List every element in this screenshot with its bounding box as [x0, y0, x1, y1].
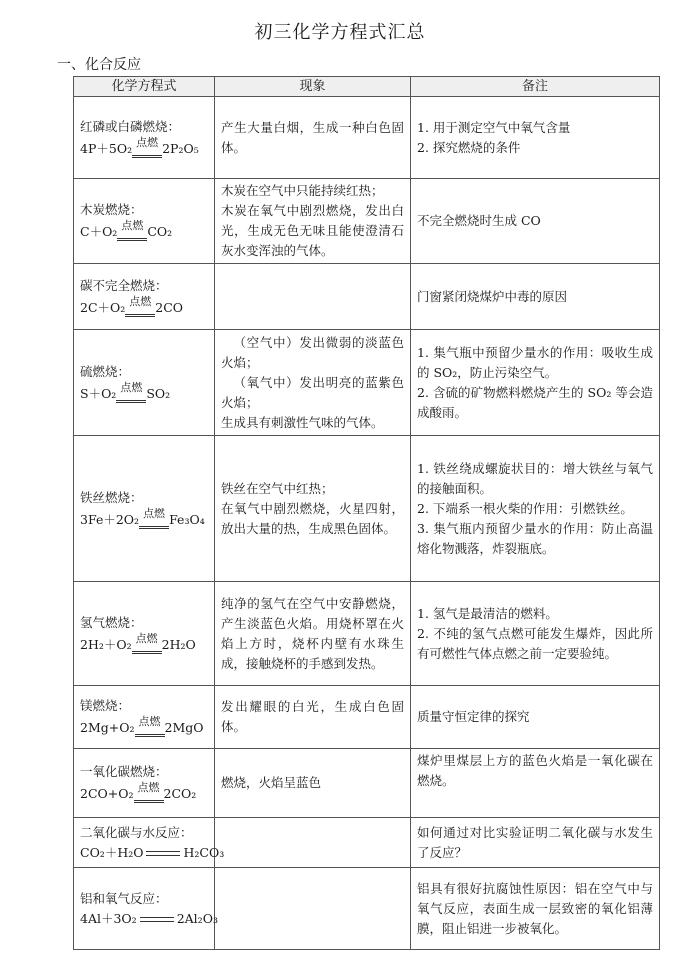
- note-text: 1. 集气瓶中预留少量水的作用：吸收生成的 SO₂，防止污染空气。: [417, 344, 653, 380]
- phenomenon-text: 产生大量白烟，生成一种白色固体。: [221, 119, 404, 155]
- equation-cell: [74, 868, 218, 950]
- note-text: 2. 探究燃烧的条件: [417, 139, 521, 155]
- products: 2Al₂O₃: [176, 910, 218, 926]
- equation: [80, 909, 218, 929]
- note-cell: [411, 582, 660, 686]
- products: H₂CO₃: [183, 844, 225, 860]
- table-row: [74, 330, 660, 436]
- phenomenon-text: （空气中）发出微弱的淡蓝色火焰；: [221, 334, 404, 370]
- equation: [80, 380, 208, 404]
- note-text: 煤炉里煤层上方的蓝色火焰是一氧化碳在燃烧。: [417, 753, 653, 788]
- condition-word: 点燃: [138, 715, 161, 728]
- note-text: 1. 铁丝绕成螺旋状目的：增大铁丝与氧气的接触面积。: [417, 460, 653, 496]
- products: 2MgO: [164, 720, 204, 735]
- reaction-name: 氢气燃烧：: [80, 614, 143, 630]
- phenomenon-cell: [215, 818, 411, 868]
- note-cell: [411, 330, 660, 436]
- phenomenon-cell: [215, 264, 411, 330]
- reactants: 2Mg+O₂: [80, 720, 135, 735]
- reaction-condition: [116, 380, 146, 400]
- equation-cell: [74, 818, 225, 868]
- note-cell: [411, 264, 660, 330]
- reaction-table: [73, 76, 660, 950]
- note-cell: [411, 686, 660, 749]
- header-note: 备注: [411, 77, 660, 97]
- note-text: 2. 含硫的矿物燃料燃烧产生的 SO₂ 等会造成酸雨。: [417, 384, 653, 420]
- equation-cell: [74, 436, 215, 582]
- equation-cell: [74, 686, 215, 749]
- phenomenon-text: （氧气中）发出明亮的蓝紫色火焰；: [221, 374, 404, 410]
- reaction-condition: [132, 135, 162, 155]
- condition-word: 点燃: [137, 781, 160, 794]
- page-title: 初三化学方程式汇总: [254, 22, 426, 43]
- table-row: [74, 97, 660, 179]
- phenomenon-cell: [215, 582, 411, 686]
- reaction-name: 木炭燃烧：: [80, 202, 143, 217]
- note-cell: [411, 818, 660, 868]
- phenomenon-cell: [215, 749, 411, 818]
- equation-cell: [74, 97, 215, 179]
- reaction-name: 硫燃烧：: [80, 363, 131, 379]
- phenomenon-cell: [215, 330, 411, 436]
- table-header-row: [74, 77, 660, 97]
- condition-word: 点燃: [121, 219, 144, 232]
- products: 2P₂O₅: [162, 140, 199, 156]
- products: CO₂: [147, 224, 173, 239]
- note-text: 1. 氢气是最清洁的燃料。: [417, 605, 558, 621]
- equation: [80, 843, 225, 863]
- note-cell: [411, 97, 660, 179]
- note-text: 2. 不纯的氢气点燃可能发生爆炸，因此所有可燃性气体点燃之前一定要验纯。: [417, 625, 653, 661]
- reaction-name: 红磷或白磷燃烧：: [80, 118, 181, 134]
- reaction-name: 铝和氧气反应：: [80, 890, 168, 906]
- header-phenomenon: 现象: [215, 77, 411, 97]
- phenomenon-text: 在氧气中剧烈燃烧，火星四射，放出大量的热，生成黑色固体。: [221, 500, 404, 536]
- note-text: 3. 集气瓶内预留少量水的作用：防止高温熔化物溅落，炸裂瓶底。: [417, 520, 653, 556]
- phenomenon-text: 生成具有刺激性气味的气体。: [221, 414, 384, 430]
- equation-cell: [74, 330, 215, 436]
- reactants: 4P＋5O₂: [80, 140, 133, 156]
- equation: [80, 294, 208, 318]
- equation: [80, 135, 208, 159]
- products: 2CO: [155, 299, 184, 315]
- condition-word: 点燃: [135, 631, 158, 645]
- condition-word: 点燃: [129, 294, 152, 308]
- phenomenon-text: 木炭在空气中只能持续红热；: [221, 183, 384, 198]
- condition-word: 点燃: [143, 506, 166, 520]
- condition-word: 点燃: [136, 135, 159, 149]
- phenomenon-cell: [215, 436, 411, 582]
- products: 2H₂O: [161, 636, 196, 652]
- table-row: [74, 818, 660, 868]
- reaction-name: 一氧化碳燃烧：: [80, 764, 168, 779]
- table-row: [74, 179, 660, 264]
- equation: [80, 506, 208, 530]
- phenomenon-text: 燃烧，火焰呈蓝色: [221, 775, 322, 790]
- equals-sign: [146, 851, 180, 856]
- note-cell: [411, 868, 660, 950]
- reactants: CO₂＋H₂O: [80, 844, 144, 860]
- reactants: C＋O₂: [80, 224, 118, 239]
- phenomenon-text: 纯净的氢气在空气中安静燃烧，产生淡蓝色火焰。用烧杯罩在火焰上方时，烧杯内壁有水珠生成，接触烧杯的手感到发热。: [221, 595, 404, 671]
- phenomenon-text: 铁丝在空气中红热；: [221, 480, 334, 496]
- products: 2CO₂: [163, 786, 197, 801]
- reaction-condition: [132, 631, 162, 651]
- reaction-condition: [135, 715, 165, 734]
- equation-cell: [74, 179, 215, 264]
- note-text: 门窗紧闭烧煤炉中毒的原因: [417, 288, 568, 304]
- reaction-condition: [125, 294, 155, 314]
- reaction-name: 镁燃烧：: [80, 698, 131, 713]
- equation: [80, 715, 208, 738]
- equation-cell: [74, 582, 215, 686]
- reaction-condition: [134, 781, 164, 800]
- table-row: [74, 868, 660, 950]
- note-text: 如何通过对比实验证明二氧化碳与水发生了反应？: [417, 824, 653, 860]
- equation-cell: [74, 264, 215, 330]
- phenomenon-text: 发出耀眼的白光，生成白色固体。: [221, 699, 404, 734]
- table-row: [74, 436, 660, 582]
- reaction-name: 碳不完全燃烧：: [80, 277, 168, 293]
- note-text: 不完全燃烧时生成 CO: [417, 213, 541, 228]
- equation: [80, 219, 208, 242]
- equals-sign: [140, 917, 174, 922]
- table-row: [74, 749, 660, 818]
- reaction-condition: [139, 506, 169, 526]
- condition-word: 点燃: [120, 380, 143, 394]
- note-text: 质量守恒定律的探究: [417, 709, 530, 724]
- note-cell: [411, 436, 660, 582]
- reaction-name: 二氧化碳与水反应：: [80, 824, 193, 840]
- note-text: 1. 用于测定空气中氧气含量: [417, 119, 571, 135]
- table-row: [74, 582, 660, 686]
- table-row: [74, 264, 660, 330]
- reactants: 2CO+O₂: [80, 786, 134, 801]
- products: SO₂: [146, 385, 171, 401]
- phenomenon-cell: [215, 868, 411, 950]
- equation: [80, 631, 208, 655]
- reactants: 4Al＋3O₂: [80, 910, 137, 926]
- phenomenon-cell: [215, 179, 411, 264]
- phenomenon-text: 木炭在氧气中剧烈燃烧，发出白光，生成无色无味且能使澄清石灰水变浑浊的气体。: [221, 203, 404, 258]
- equation-cell: [74, 749, 215, 818]
- table-row: [74, 686, 660, 749]
- reaction-name: 铁丝燃烧：: [80, 489, 143, 505]
- note-cell: [411, 179, 660, 264]
- section-heading: 一、化合反应: [57, 57, 141, 73]
- products: Fe₃O₄: [169, 511, 205, 527]
- note-text: 铝具有很好抗腐蚀性原因：铝在空气中与氧气反应，表面生成一层致密的氧化铝薄膜，阻止铝进一步被氧化。: [417, 880, 653, 936]
- reactants: 2H₂＋O₂: [80, 636, 132, 652]
- header-equation: 化学方程式: [74, 77, 215, 97]
- phenomenon-cell: [215, 97, 411, 179]
- phenomenon-cell: [215, 686, 411, 749]
- reactants: 2C＋O₂: [80, 299, 126, 315]
- note-cell: [411, 749, 660, 818]
- reactants: S＋O₂: [80, 385, 117, 401]
- reactants: 3Fe＋2O₂: [80, 511, 140, 527]
- equation: [80, 781, 208, 804]
- reaction-condition: [117, 219, 147, 238]
- note-text: 2. 下端系一根火柴的作用：引燃铁丝。: [417, 500, 633, 516]
